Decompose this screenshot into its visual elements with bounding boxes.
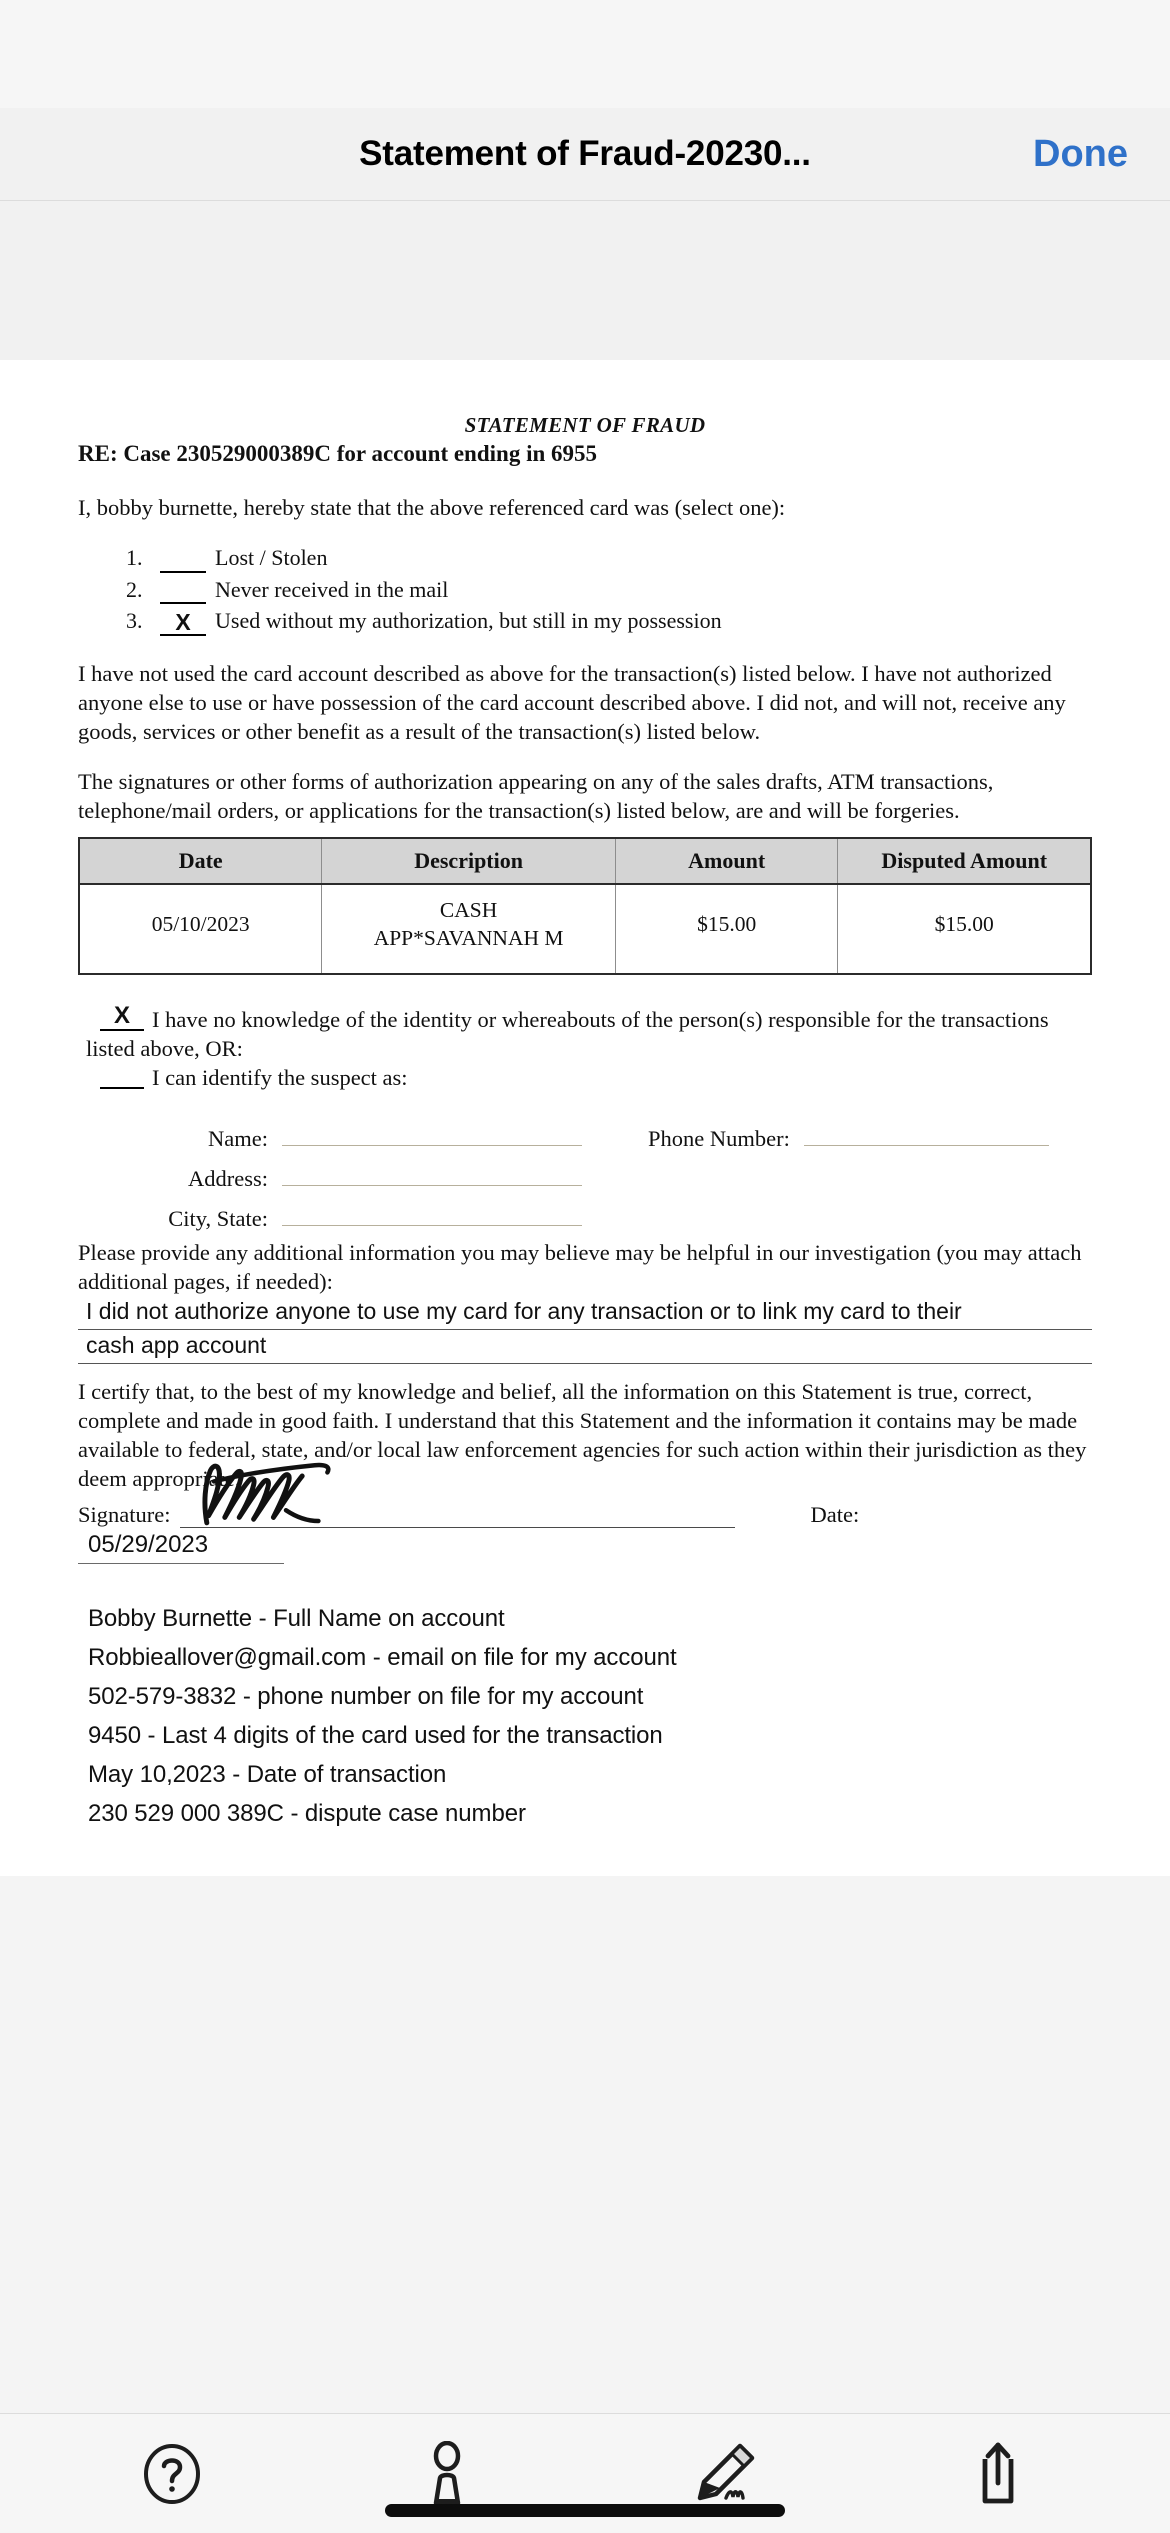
- option-label: Never received in the mail: [215, 576, 449, 602]
- home-indicator: [385, 2504, 785, 2517]
- fountain-pen-signature-icon: [686, 2442, 760, 2506]
- table-row: [79, 884, 1091, 974]
- share-icon: [969, 2439, 1027, 2509]
- table-header-row: [79, 838, 1091, 884]
- card-status-options: [126, 543, 1092, 636]
- case-reference-line: RE: Case 230529000389C for account ending in 6955: [78, 441, 598, 466]
- done-button[interactable]: Done: [1033, 132, 1128, 175]
- forgeries-paragraph: The signatures or other forms of authorization appearing on any of the sales drafts, ATM transactions, telephone/mail orders, or applications for the transaction(s) listed below, are and will be forgeries.: [78, 769, 994, 824]
- column-header-disputed-amount: Disputed Amount: [838, 838, 1091, 884]
- cell-disputed-amount: $15.00: [934, 912, 994, 937]
- status-bar: [0, 0, 1170, 108]
- document-heading: STATEMENT OF FRAUD: [464, 413, 706, 437]
- share-button[interactable]: [943, 2434, 1053, 2514]
- additional-answer-line-1[interactable]: I did not authorize anyone to use my card for any transaction or to link my card to their: [78, 1296, 1092, 1330]
- intro-statement: I, bobby burnette, hereby state that the above referenced card was (select one):: [78, 495, 786, 520]
- summary-details-list: [78, 1600, 1092, 1833]
- option-checkbox-checked[interactable]: X: [160, 612, 206, 636]
- person-icon: [416, 2441, 478, 2507]
- address-input[interactable]: [282, 1158, 582, 1186]
- column-header-description: Description: [322, 838, 615, 884]
- summary-line: Bobby Burnette - Full Name on account: [88, 1605, 505, 1633]
- column-header-amount: Amount: [615, 838, 838, 884]
- navigation-bar: [0, 108, 1170, 201]
- option-number: 1.: [126, 545, 143, 571]
- phone-number-label: Phone Number:: [648, 1126, 790, 1152]
- signature-date-value[interactable]: 05/29/2023: [78, 1530, 284, 1564]
- city-state-input[interactable]: [282, 1198, 582, 1226]
- help-button[interactable]: [117, 2434, 227, 2514]
- bottom-toolbar: [0, 2413, 1170, 2533]
- option-checkbox[interactable]: [160, 580, 206, 604]
- document-page: [0, 360, 1170, 1876]
- column-header-date: Date: [79, 838, 322, 884]
- no-knowledge-row[interactable]: [78, 1002, 1092, 1034]
- date-label: Date:: [810, 1502, 860, 1528]
- signature-row: [78, 1497, 1092, 1528]
- option-number: 2.: [126, 576, 143, 602]
- page-title: Statement of Fraud-20230...: [359, 134, 811, 173]
- option-row[interactable]: [126, 575, 1092, 605]
- phone-number-input[interactable]: [804, 1118, 1049, 1146]
- summary-line: 9450 - Last 4 digits of the card used for the transaction: [88, 1721, 663, 1749]
- page-top-margin: [0, 201, 1170, 360]
- no-knowledge-continuation: listed above, OR:: [86, 1036, 243, 1062]
- signature-label: Signature:: [78, 1502, 171, 1528]
- option-row[interactable]: [126, 606, 1092, 636]
- name-input[interactable]: [282, 1118, 582, 1146]
- description-line-2: APP*SAVANNAH M: [373, 926, 564, 951]
- sign-button[interactable]: [668, 2434, 778, 2514]
- person-button[interactable]: [392, 2434, 502, 2514]
- name-field-row: [78, 1118, 1092, 1152]
- identify-suspect-row[interactable]: [78, 1063, 1092, 1092]
- summary-line: May 10,2023 - Date of transaction: [88, 1760, 447, 1788]
- description-line-1: CASH: [439, 898, 498, 923]
- identify-suspect-text: I can identify the suspect as:: [152, 1065, 408, 1091]
- address-field-row: [78, 1158, 1092, 1192]
- additional-answer-line-2[interactable]: cash app account: [78, 1330, 1092, 1364]
- no-knowledge-text: I have no knowledge of the identity or whereabouts of the person(s) responsible for the transactions: [152, 1007, 1049, 1033]
- question-mark-circle-icon: [141, 2443, 203, 2505]
- document-viewer[interactable]: [0, 201, 1170, 2413]
- cell-description: [322, 884, 615, 974]
- page-bottom-margin: [0, 1876, 1170, 2413]
- cell-amount: $15.00: [615, 884, 838, 974]
- option-number: 3.: [126, 608, 143, 634]
- address-label: Address:: [188, 1166, 268, 1192]
- name-label: Name:: [208, 1126, 268, 1152]
- option-label: Lost / Stolen: [215, 545, 328, 571]
- summary-line: Robbieallover@gmail.com - email on file for my account: [88, 1644, 677, 1672]
- suspect-fields: [78, 1118, 1092, 1232]
- cell-date: 05/10/2023: [79, 884, 322, 974]
- option-label: Used without my authorization, but still in my possession: [215, 608, 722, 634]
- identify-suspect-checkbox[interactable]: [100, 1063, 144, 1089]
- option-row[interactable]: [126, 543, 1092, 573]
- summary-line: 502-579-3832 - phone number on file for my account: [88, 1682, 644, 1710]
- no-knowledge-checkbox-checked[interactable]: X: [100, 1005, 144, 1031]
- city-state-field-row: [78, 1198, 1092, 1232]
- city-state-label: City, State:: [168, 1206, 268, 1232]
- additional-information-prompt: Please provide any additional information you may believe may be helpful in our investigation (you may attach additional pages, if needed):: [78, 1240, 1082, 1295]
- transactions-table: [78, 837, 1092, 975]
- summary-line: 230 529 000 389C - dispute case number: [88, 1799, 526, 1827]
- certification-paragraph: I certify that, to the best of my knowledge and belief, all the information on this Statement is true, correct, complete and made in good faith. I understand that this Statement and the information it contains may be made available to federal, state, and/or local law enforcement agencies for such action within their jurisdiction as they deem appropriate.: [78, 1379, 1087, 1492]
- not-used-paragraph: I have not used the card account described as above for the transaction(s) listed below. I have not authorized anyone else to use or have possession of the card account described above. I did not, and will not, receive any goods, services or other benefit as a result of the transaction(s) listed below.: [78, 661, 1066, 745]
- signature-input[interactable]: [180, 1497, 735, 1528]
- option-checkbox[interactable]: [160, 549, 206, 573]
